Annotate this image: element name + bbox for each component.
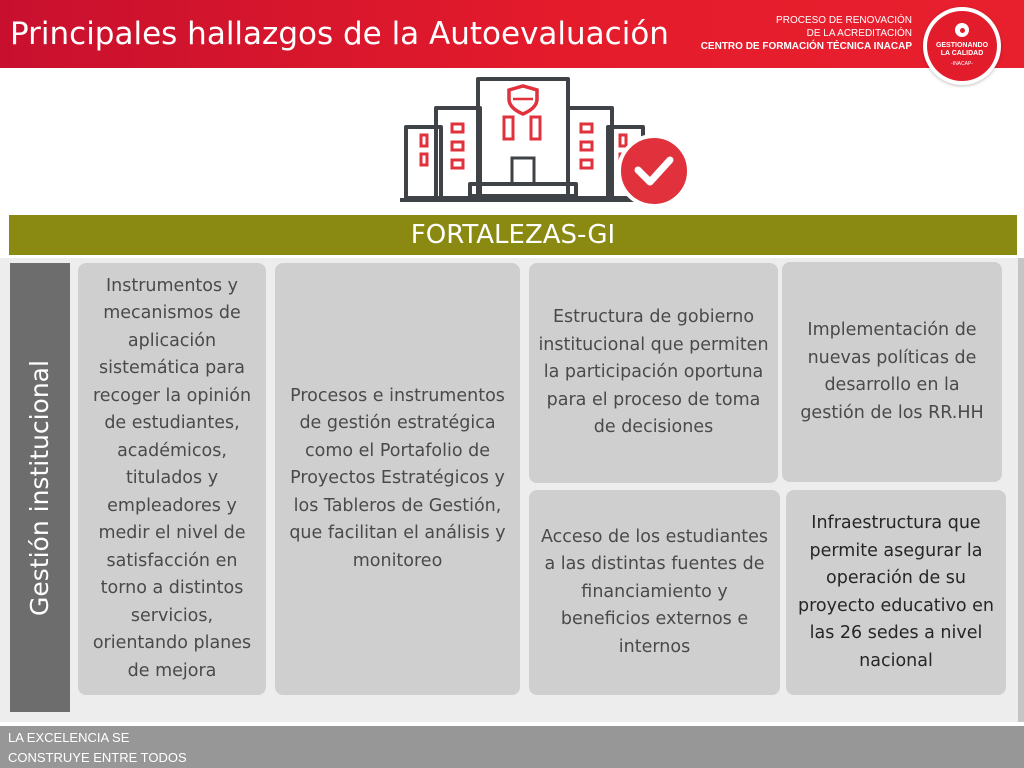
finding-card-6: Infraestructura que permite asegurar la operación de su proyecto educativo en las 26 sedes a nivel nacional	[786, 490, 1006, 695]
vertical-category-label	[10, 263, 70, 712]
finding-card-1: Instrumentos y mecanismos de aplicación sistemática para recoger la opinión de estudiantes, académicos, titulados y empleadores y medir el nivel de satisfacción en torno a distintos servicios, orientando planes de mejora	[78, 263, 266, 695]
category-label-text: Gestión institucional	[25, 360, 54, 616]
finding-card-2: Procesos e instrumentos de gestión estratégica como el Portafolio de Proyectos Estratégicos y los Tableros de Gestión, que facilitan el análisis y monitoreo	[275, 263, 520, 695]
header-bar	[0, 0, 1024, 68]
logo-text-1: GESTIONANDO	[935, 42, 989, 49]
building-icon	[398, 72, 698, 212]
process-line-1: PROCESO DE RENOVACIÓN	[776, 15, 912, 26]
footer-line-1: LA EXCELENCIA SE	[8, 730, 130, 745]
logo-text-2: LA CALIDAD	[940, 50, 984, 57]
gestionando-la-calidad-logo	[923, 7, 1001, 85]
section-band-fortalezas: FORTALEZAS-GI	[9, 215, 1017, 255]
page-title: Principales hallazgos de la Autoevaluación	[10, 16, 669, 52]
process-line-3: CENTRO DE FORMACIÓN TÉCNICA INACAP	[700, 41, 912, 52]
logo-text-3: -INACAP-	[951, 61, 973, 67]
logo-dot-icon	[955, 23, 969, 37]
logo-badge	[927, 11, 997, 81]
accreditation-process-label	[701, 14, 912, 53]
checkmark-circle-icon	[619, 136, 689, 206]
process-line-2: DE LA ACREDITACIÓN	[806, 28, 912, 39]
finding-card-3: Estructura de gobierno institucional que permiten la participación oportuna para el proceso de toma de decisiones	[529, 263, 778, 483]
footer-line-2: CONSTRUYE ENTRE TODOS	[8, 750, 187, 765]
footer-slogan	[8, 728, 187, 768]
finding-card-5: Acceso de los estudiantes a las distintas fuentes de financiamiento y beneficios externos e internos	[529, 490, 780, 695]
footer-bar	[0, 726, 1024, 768]
finding-card-4: Implementación de nuevas políticas de desarrollo en la gestión de los RR.HH	[782, 262, 1002, 482]
panel-edge	[1018, 258, 1024, 722]
